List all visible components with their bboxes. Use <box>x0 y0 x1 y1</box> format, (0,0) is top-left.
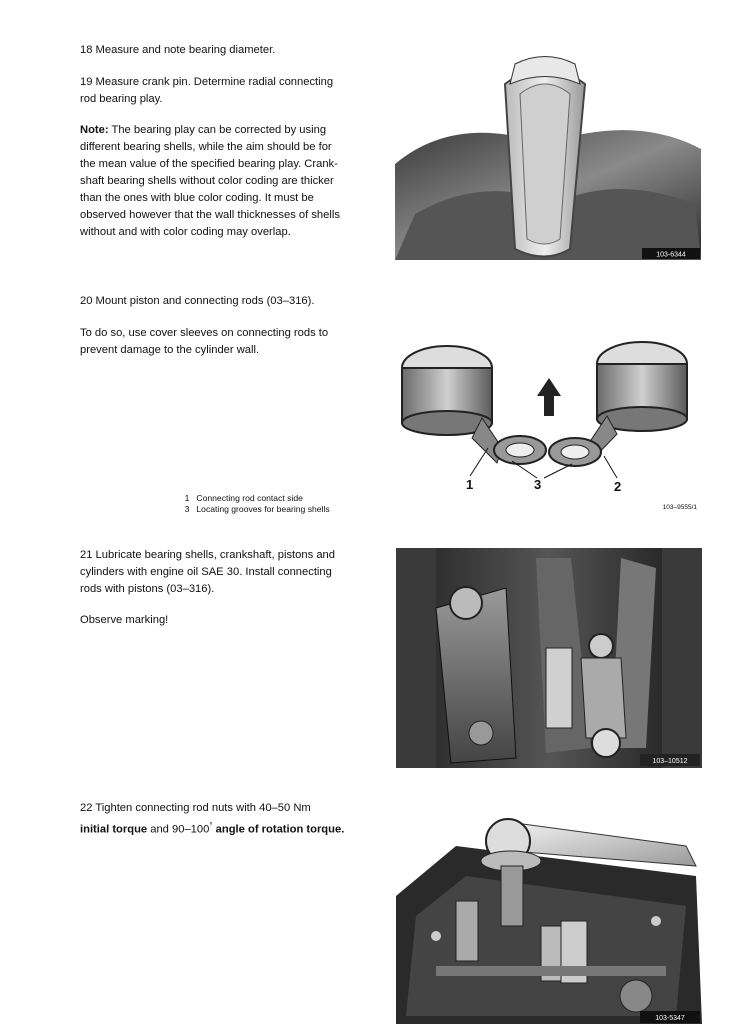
step-20-line: prevent damage to the cylinder wall. <box>80 344 260 356</box>
step-19 <box>80 74 333 108</box>
step-18-text: 18 Measure and note bearing diameter. <box>80 44 276 56</box>
callout-3: 3 <box>534 477 542 492</box>
figure-code: 103-5347 <box>655 1015 685 1022</box>
step-20 <box>80 293 314 310</box>
legend-text: Connecting rod contact side <box>196 493 303 503</box>
torque-wrench-photo <box>396 806 702 1024</box>
step-20-line: To do so, use cover sleeves on connecting rods to <box>80 327 329 339</box>
note-label: Note: <box>80 124 109 136</box>
step-21-observe <box>80 612 168 629</box>
step-19-line: 19 Measure crank pin. Determine radial connecting <box>80 76 334 88</box>
step-21-line: rods with pistons (03–316). <box>80 583 215 595</box>
figure-code: 103–9555/1 <box>662 504 697 511</box>
step-18 <box>80 42 275 59</box>
note-line: The bearing play can be corrected by using <box>108 124 327 136</box>
legend-item <box>180 504 330 515</box>
note-line: than the ones with blue color coding. It must be <box>80 192 314 204</box>
step-22 <box>80 800 344 839</box>
step-21-line: 21 Lubricate bearing shells, crankshaft, pistons and <box>80 549 335 561</box>
step-20-text: 20 Mount piston and connecting rods (03–316). <box>80 295 315 307</box>
step-19-line: rod bearing play. <box>80 93 163 105</box>
step-21 <box>80 547 335 598</box>
initial-torque-label: initial torque <box>80 823 148 836</box>
callout-2: 2 <box>614 479 622 494</box>
legend-number: 1 <box>184 493 190 503</box>
bearing-shell-photo <box>395 54 701 260</box>
step-20-detail <box>80 325 328 359</box>
note-line: without and with color coding may overlap. <box>80 226 291 238</box>
step-22-line: 22 Tighten connecting rod nuts with 40–50 Nm <box>80 802 311 814</box>
angle-torque-label: angle of rotation torque. <box>212 823 345 836</box>
note-line: the mean value of the specified bearing play. Crank- <box>80 158 338 170</box>
crankshaft-photo <box>396 548 702 768</box>
degree-sign: ° <box>209 821 213 830</box>
step-22-text: and 90–100 <box>147 823 210 836</box>
figure-code: 103–10512 <box>652 758 688 765</box>
note-block <box>80 122 340 241</box>
note-line: shaft bearing shells without color coding are thicker <box>80 175 334 187</box>
note-line: observed however that the wall thicknesses of shells <box>80 209 340 221</box>
pistons-drawing <box>392 328 702 514</box>
note-line: different bearing shells, while the aim should be for <box>80 141 332 153</box>
legend-item <box>180 493 330 504</box>
callout-1: 1 <box>466 477 474 492</box>
legend-number: 3 <box>184 504 190 514</box>
figure-code: 103-6344 <box>656 251 686 259</box>
observe-marking: Observe marking! <box>80 614 169 626</box>
figure-legend <box>180 493 330 515</box>
step-21-line: cylinders with engine oil SAE 30. Install connecting <box>80 566 332 578</box>
legend-text: Locating grooves for bearing shells <box>196 504 330 514</box>
